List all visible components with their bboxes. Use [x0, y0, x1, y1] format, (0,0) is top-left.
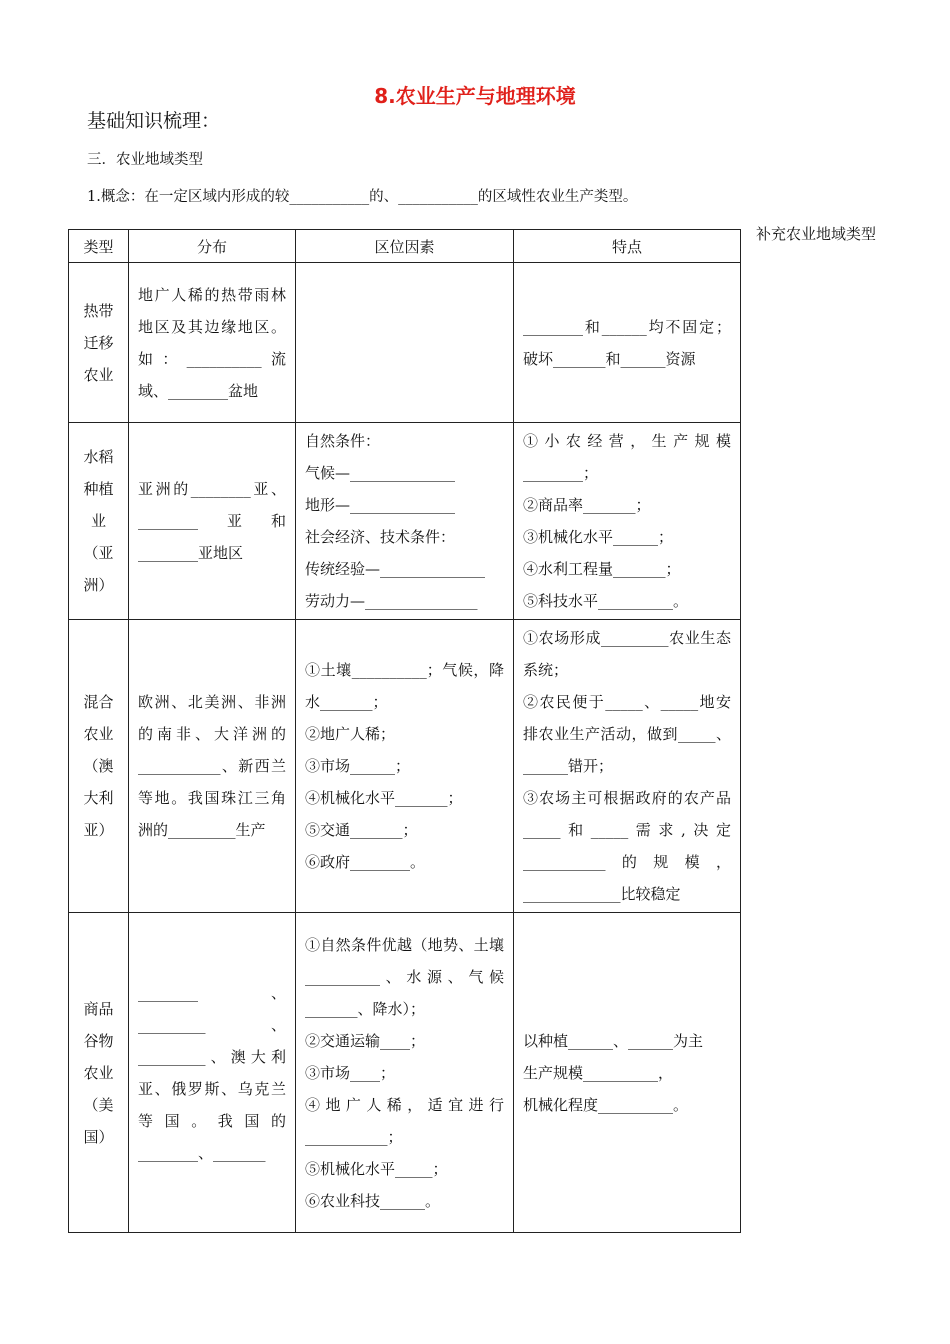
- cell-distribution: ________、_________、_________、澳大利亚、俄罗斯、乌克兰等国。我国的________、_______: [129, 913, 296, 1233]
- header-distribution: 分布: [129, 230, 296, 263]
- cell-features: [514, 620, 741, 913]
- factor-line: ①土壤__________；气候，降水_______；: [305, 661, 504, 711]
- cell-type: 混合农业（澳大利亚）: [69, 620, 129, 913]
- table-row: [69, 263, 741, 423]
- concept-line: 1.概念：在一定区域内形成的较___________的、___________的区域性农业生产类型。: [87, 189, 638, 205]
- cell-type: 热带迁移农业: [69, 263, 129, 423]
- subsection-heading: 三．农业地域类型: [87, 152, 203, 168]
- factor-line: ⑥政府________。: [305, 853, 426, 871]
- table-header-row: [69, 230, 741, 263]
- cell-distribution: 亚洲的________亚、________亚和________亚地区: [129, 423, 296, 620]
- factor-line: 劳动力—_______________: [305, 592, 478, 610]
- cell-type: 水稻种植业（亚洲）: [69, 423, 129, 620]
- feature-line: ①农场形成_________农业生态系统；: [523, 629, 731, 679]
- factor-line: ④地广人稀，适宜进行___________；: [305, 1095, 504, 1146]
- cell-factors: [296, 263, 514, 423]
- feature-line: 生产规模__________，: [523, 1063, 674, 1082]
- factor-line: 自然条件：: [305, 432, 381, 450]
- feature-line: ③农场主可根据政府的农产品_____和_____需求,决定___________的规模，_____________比较稳定: [523, 789, 731, 903]
- feature-line: ①小农经营，生产规模________；: [523, 432, 731, 482]
- factor-line: ⑤机械化水平_____；: [305, 1159, 448, 1178]
- factor-line: 传统经验—______________: [305, 560, 486, 578]
- factor-line: ⑤交通_______；: [305, 821, 418, 839]
- feature-line: ③机械化水平______；: [523, 528, 674, 546]
- factor-line: 气候—______________: [305, 464, 456, 482]
- header-factors: 区位因素: [296, 230, 514, 263]
- feature-line: ________和______均不固定；破坏_______和______资源: [523, 317, 731, 368]
- feature-line: ④水利工程量_______；: [523, 560, 681, 578]
- cell-type: 商品谷物农业（美国）: [69, 913, 129, 1233]
- feature-line: 机械化程度__________。: [523, 1095, 689, 1114]
- table-row: [69, 423, 741, 620]
- factor-line: ①自然条件优越（地势、土壤__________、水源、气候_______、降水）；: [305, 935, 504, 1018]
- cell-distribution: 欧洲、北美洲、非洲的南非、大洋洲的___________、新西兰等地。我国珠江三角洲的_________生产: [129, 620, 296, 913]
- feature-line: 以种植______、______为主: [523, 1031, 704, 1050]
- factor-line: ③市场______；: [305, 757, 411, 775]
- feature-line: ⑤科技水平__________。: [523, 592, 689, 610]
- page-title: 8.农业生产与地理环境: [374, 84, 576, 108]
- feature-line: ②农民便于_____、_____地安排农业生产活动，做到_____、______错开；: [523, 693, 731, 775]
- table-row: [69, 620, 741, 913]
- feature-line: ②商品率_______；: [523, 496, 651, 514]
- cell-distribution: 地广人稀的热带雨林地区及其边缘地区。如：__________流域、________盆地: [129, 263, 296, 423]
- cell-factors: [296, 423, 514, 620]
- factor-line: ⑥农业科技______。: [305, 1191, 441, 1210]
- cell-features: [514, 263, 741, 423]
- factor-line: 社会经济、技术条件：: [305, 528, 456, 546]
- factor-line: ③市场____；: [305, 1063, 396, 1082]
- agriculture-table: [68, 229, 741, 1233]
- header-type: 类型: [69, 230, 129, 263]
- factor-line: ②交通运输____；: [305, 1031, 426, 1050]
- cell-features: [514, 423, 741, 620]
- section-heading: 基础知识梳理：: [87, 110, 221, 132]
- cell-factors: [296, 620, 514, 913]
- cell-factors: [296, 913, 514, 1233]
- factor-line: 地形—______________: [305, 496, 456, 514]
- header-features: 特点: [514, 230, 741, 263]
- table-row: [69, 913, 741, 1233]
- factor-line: ②地广人稀；: [305, 725, 396, 743]
- cell-features: [514, 913, 741, 1233]
- factor-line: ④机械化水平_______；: [305, 789, 463, 807]
- side-note: 补充农业地域类型: [756, 225, 877, 243]
